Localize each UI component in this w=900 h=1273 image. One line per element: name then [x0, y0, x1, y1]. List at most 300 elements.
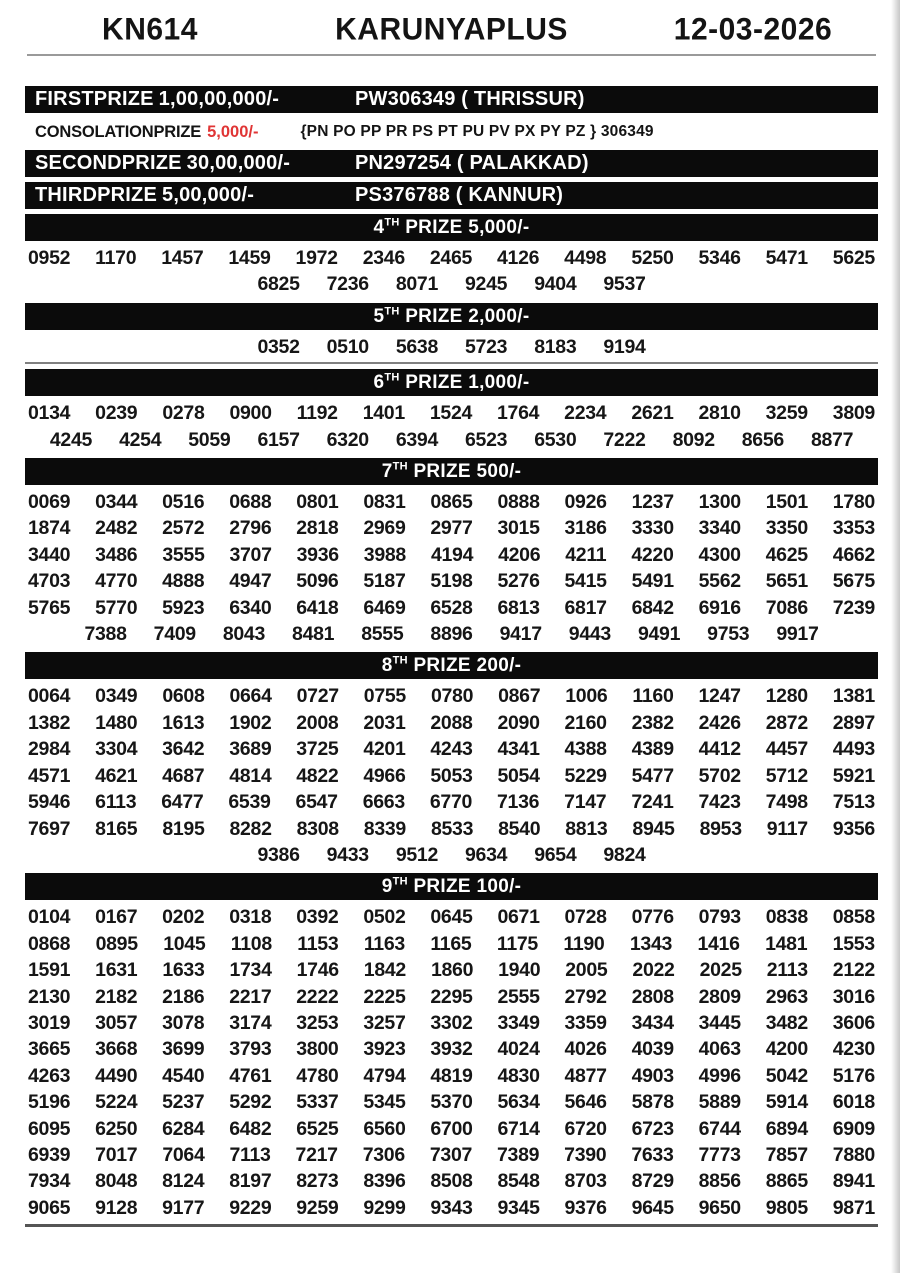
lottery-number: 8813: [565, 817, 608, 840]
lottery-number: 6720: [564, 1117, 607, 1140]
lottery-number: 0671: [497, 906, 540, 929]
number-row: [25, 515, 878, 541]
section-ordinal: 9: [381, 876, 393, 898]
lottery-number: 6939: [28, 1143, 71, 1166]
lottery-number: 2088: [430, 711, 473, 734]
lottery-number: 3340: [698, 517, 741, 540]
lottery-number: 6539: [228, 791, 271, 814]
lottery-number: 0664: [229, 685, 272, 708]
lottery-number: 1381: [832, 685, 875, 708]
lottery-number: 5651: [765, 570, 808, 593]
lottery-number: 7423: [698, 791, 741, 814]
number-row: [25, 763, 878, 789]
lottery-number: 6700: [430, 1117, 473, 1140]
lottery-number: 0895: [95, 932, 138, 955]
lottery-number: 7017: [95, 1143, 138, 1166]
lottery-number: 4814: [229, 764, 272, 787]
lottery-number: 5345: [363, 1091, 406, 1114]
lottery-number: 6469: [363, 596, 406, 619]
lottery-number: 4039: [631, 1038, 674, 1061]
lottery-number: 2482: [95, 517, 138, 540]
lottery-number: 1416: [697, 932, 740, 955]
lottery-number: 5638: [395, 335, 438, 358]
lottery-number: 6284: [162, 1117, 205, 1140]
lottery-number: 0167: [95, 906, 138, 929]
lottery-number: 5237: [162, 1091, 205, 1114]
lottery-number: 1631: [95, 959, 138, 982]
lottery-number: 8865: [765, 1170, 808, 1193]
lottery-number: 9433: [326, 843, 369, 866]
prize-section-header: [25, 369, 878, 396]
lottery-number: 5770: [95, 596, 138, 619]
lottery-number: 9443: [568, 623, 611, 646]
lottery-number: 8183: [534, 335, 577, 358]
lottery-number: 2963: [765, 985, 808, 1008]
number-row: [25, 489, 878, 515]
lottery-number: 8043: [222, 623, 266, 646]
lottery-number: 3555: [162, 543, 205, 566]
lottery-number: 1190: [563, 932, 605, 955]
lottery-number: 7306: [362, 1143, 405, 1166]
lottery-number: 2160: [564, 711, 607, 734]
lottery-number: 3707: [229, 543, 272, 566]
lottery-number: 9871: [832, 1196, 875, 1219]
lottery-number: 6095: [28, 1117, 71, 1140]
lottery-number: 5923: [162, 596, 205, 619]
first-prize-winner: PW306349 ( THRISSUR): [355, 88, 585, 110]
lottery-number: 9194: [603, 335, 646, 358]
lottery-number: 7241: [631, 791, 674, 814]
lottery-number: 1860: [430, 959, 474, 982]
lottery-number: 3353: [832, 517, 875, 540]
prize-section-header: [25, 652, 878, 679]
lottery-number: 5477: [631, 764, 674, 787]
lottery-number: 5096: [296, 570, 339, 593]
lottery-number: 3689: [229, 738, 272, 761]
lottery-number: 7136: [497, 791, 540, 814]
number-row: [25, 1089, 878, 1115]
lottery-number: 6909: [832, 1117, 875, 1140]
lottery-number: 9645: [631, 1196, 674, 1219]
lottery-number: 2346: [362, 247, 405, 269]
lottery-number: 0688: [229, 491, 272, 514]
lottery-number: 4220: [631, 543, 674, 566]
lottery-number: 9386: [257, 843, 300, 866]
lottery-number: 0868: [28, 932, 71, 955]
lottery-number: 4794: [363, 1064, 406, 1087]
lottery-number: 1170: [95, 247, 137, 269]
lottery-number: 6113: [95, 791, 137, 814]
lottery-number: 5634: [497, 1091, 540, 1114]
lottery-number: 7934: [28, 1170, 71, 1193]
lottery-number: 1780: [832, 491, 875, 514]
lottery-number: 4996: [698, 1064, 741, 1087]
lottery-number: 7880: [832, 1143, 875, 1166]
lottery-number: 0645: [430, 906, 473, 929]
lottery-number: 6916: [698, 596, 741, 619]
prize-section-5th: [25, 303, 878, 364]
number-row: [25, 816, 878, 842]
lottery-number: 2555: [497, 985, 540, 1008]
third-prize-label: THIRDPRIZE: [35, 184, 157, 206]
lottery-number: 3302: [430, 1011, 473, 1034]
lottery-number: 8508: [430, 1170, 473, 1193]
lottery-number: 9753: [707, 623, 750, 646]
lottery-number: 4888: [162, 570, 205, 593]
lottery-number: 0069: [28, 491, 71, 514]
lottery-number: 8555: [361, 623, 404, 646]
lottery-number: 1553: [832, 932, 875, 955]
lottery-number: 3016: [832, 985, 875, 1008]
lottery-number: 0349: [95, 685, 138, 708]
lottery-number: 5196: [28, 1091, 71, 1114]
lottery-number: 6663: [362, 791, 405, 814]
lottery-number: 1902: [229, 711, 272, 734]
number-row: [25, 1036, 878, 1062]
lottery-number: 6157: [257, 428, 300, 451]
lottery-number: 1480: [95, 711, 138, 734]
lottery-number: 1343: [629, 932, 673, 955]
lottery-number: 5765: [28, 596, 71, 619]
lottery-number: 4412: [698, 738, 741, 761]
lottery-number: 3793: [229, 1038, 272, 1061]
lottery-number: 2186: [162, 985, 205, 1008]
lottery-number: 0867: [498, 685, 541, 708]
lottery-number: 8656: [741, 428, 784, 451]
lottery-number: 0608: [162, 685, 205, 708]
second-prize-winner: PN297254 ( PALAKKAD): [355, 152, 589, 174]
lottery-number: 2465: [429, 247, 473, 269]
first-prize-bar: [25, 86, 878, 113]
lottery-number: 7498: [765, 791, 808, 814]
lottery-number: 3057: [95, 1011, 138, 1034]
lottery-number: 6525: [296, 1117, 339, 1140]
lottery-number: 1401: [362, 402, 405, 425]
lottery-number: 1006: [565, 685, 608, 708]
lottery-number: 5491: [631, 570, 674, 593]
lottery-number: 3809: [832, 402, 875, 425]
lottery-number: 8856: [698, 1170, 741, 1193]
lottery-number: 2025: [699, 959, 742, 982]
lottery-number: 5921: [832, 764, 875, 787]
lottery-number: 4830: [497, 1064, 540, 1087]
lottery-number: 1842: [363, 959, 406, 982]
lottery-number: 2090: [497, 711, 540, 734]
lottery-number: 4621: [95, 764, 138, 787]
lottery-number: 0755: [363, 685, 406, 708]
lottery-number: 2005: [565, 959, 608, 982]
section-ordinal: 6: [373, 372, 385, 394]
number-row: [25, 1116, 878, 1142]
lottery-number: 6813: [497, 596, 540, 619]
prize-section-9th: [25, 873, 878, 1221]
lottery-number: 4300: [698, 543, 741, 566]
lottery-number: 3932: [430, 1038, 473, 1061]
lottery-number: 1108: [230, 932, 272, 955]
lottery-number: 9512: [395, 843, 438, 866]
lottery-number: 4388: [564, 738, 607, 761]
lottery-number: 4245: [49, 428, 93, 451]
lottery-number: 1247: [698, 685, 741, 708]
section-ordinal: 7: [381, 461, 393, 483]
lottery-number: 2984: [28, 738, 71, 761]
number-row: [25, 621, 878, 647]
lottery-number: 1165: [430, 932, 472, 955]
lottery-number: 4498: [564, 247, 607, 269]
first-prize-amount: 1,00,00,000/-: [158, 88, 280, 110]
lottery-number: 4493: [832, 738, 875, 761]
lottery-number: 6817: [564, 596, 607, 619]
lottery-number: 2426: [698, 711, 741, 734]
lottery-number: 9259: [296, 1196, 339, 1219]
number-row: [25, 710, 878, 736]
lottery-number: 5276: [497, 570, 540, 593]
section-divider: [25, 362, 878, 364]
lottery-number: 3259: [765, 402, 808, 425]
lottery-number: 8396: [363, 1170, 406, 1193]
lottery-number: 1874: [28, 517, 71, 540]
lottery-number: 3699: [162, 1038, 205, 1061]
number-row: [25, 1168, 878, 1194]
lottery-number: 4201: [363, 738, 406, 761]
lottery-number: 9356: [832, 817, 875, 840]
number-row: [25, 1063, 878, 1089]
lottery-number: 2031: [363, 711, 406, 734]
lottery-number: 6560: [363, 1117, 406, 1140]
prize-section-header: [25, 303, 878, 330]
lottery-number: 1764: [497, 402, 540, 425]
lottery-number: 1163: [363, 932, 405, 955]
lottery-number: 8071: [395, 273, 438, 296]
lottery-number: 2295: [430, 985, 473, 1008]
lottery-number: 8896: [430, 623, 473, 646]
lottery-number: 5292: [229, 1091, 272, 1114]
lottery-number: 8533: [430, 817, 474, 840]
lottery-number: 7113: [229, 1143, 271, 1166]
lottery-number: 0344: [95, 491, 138, 514]
lottery-number: 7857: [765, 1143, 808, 1166]
page-title: KARUNYAPLUS: [335, 12, 568, 47]
lottery-number: 4126: [497, 247, 540, 269]
lottery-number: 0776: [631, 906, 674, 929]
number-row: [25, 904, 878, 930]
lottery-number: 8195: [162, 817, 205, 840]
lottery-number: 6744: [698, 1117, 741, 1140]
lottery-number: 0727: [296, 685, 339, 708]
lottery-number: 9537: [603, 273, 646, 296]
lottery-number: 0728: [564, 906, 607, 929]
lottery-number: 0516: [162, 491, 205, 514]
prize-section-header: [25, 458, 878, 485]
number-row: [25, 595, 878, 621]
lottery-number: 0134: [28, 402, 71, 425]
lottery-number: 1746: [296, 959, 339, 982]
lottery-number: 9065: [28, 1196, 71, 1219]
lottery-number: 2222: [296, 985, 339, 1008]
lottery-number: 8273: [296, 1170, 339, 1193]
top-prizes-block: [25, 86, 878, 209]
lottery-number: 0502: [363, 906, 406, 929]
lottery-number: 6723: [631, 1117, 674, 1140]
lottery-number: 1457: [161, 247, 204, 269]
lottery-number: 7147: [564, 791, 607, 814]
lottery-number: 4662: [832, 543, 875, 566]
lottery-number: 4540: [162, 1064, 205, 1087]
lottery-number: 1300: [698, 491, 741, 514]
lottery-number: 5471: [765, 247, 808, 269]
lottery-number: 9117: [766, 817, 808, 840]
number-row: [25, 1010, 878, 1036]
lottery-number: 8953: [699, 817, 742, 840]
number-row: [25, 542, 878, 568]
section-ordinal-suffix: TH: [384, 216, 400, 229]
lottery-number: 9404: [534, 273, 577, 296]
consolation-prize-row: [25, 118, 878, 146]
lottery-number: 4761: [229, 1064, 272, 1087]
lottery-number: 0888: [497, 491, 540, 514]
lottery-number: 6418: [296, 596, 339, 619]
lottery-number: 2130: [28, 985, 71, 1008]
lottery-number: 8339: [363, 817, 406, 840]
lottery-number: 4263: [28, 1064, 71, 1087]
lottery-number: 0865: [430, 491, 473, 514]
lottery-number: 3434: [631, 1011, 674, 1034]
lottery-number: 8945: [632, 817, 675, 840]
lottery-number: 5250: [631, 247, 674, 269]
lottery-number: 1940: [498, 959, 541, 982]
lottery-number: 9654: [534, 843, 577, 866]
lottery-number: 4206: [498, 543, 541, 566]
bottom-divider: [25, 1224, 878, 1227]
lottery-number: 8282: [229, 817, 272, 840]
lottery-number: 3668: [95, 1038, 138, 1061]
lottery-number: 0952: [28, 247, 71, 269]
number-row: [25, 427, 878, 453]
lottery-number: 5053: [430, 764, 473, 787]
lottery-number: 7217: [295, 1143, 338, 1166]
lottery-number: 5562: [698, 570, 741, 593]
lottery-number: 9245: [465, 273, 508, 296]
lottery-number: 9376: [564, 1196, 607, 1219]
third-prize-amount: 5,00,000/-: [162, 184, 255, 206]
number-row: [25, 683, 878, 709]
lottery-number: 5675: [832, 570, 875, 593]
lottery-number: 8729: [631, 1170, 674, 1193]
header-divider: [27, 54, 876, 56]
lottery-number: 1591: [28, 959, 71, 982]
lottery-number: 3015: [497, 517, 540, 540]
lottery-number: 1045: [163, 932, 206, 955]
section-ordinal-suffix: TH: [384, 305, 400, 318]
lottery-number: 2234: [564, 402, 607, 425]
lottery-number: 2113: [766, 959, 808, 982]
lottery-number: 3988: [363, 543, 406, 566]
lottery-number: 9229: [229, 1196, 272, 1219]
lottery-number: 1153: [297, 932, 339, 955]
second-prize-bar: [25, 150, 878, 177]
lottery-number: 7236: [326, 273, 369, 296]
lottery-number: 4947: [229, 570, 272, 593]
lottery-number: 0392: [296, 906, 339, 929]
first-prize-label: FIRSTPRIZE: [35, 88, 154, 110]
consolation-prize-label: CONSOLATIONPRIZE: [35, 122, 202, 141]
number-row: [25, 842, 878, 868]
lottery-number: 8092: [672, 428, 715, 451]
lottery-number: 4024: [497, 1038, 540, 1061]
lottery-number: 2872: [765, 711, 808, 734]
lottery-number: 5187: [363, 570, 406, 593]
lottery-number: 0793: [698, 906, 741, 929]
third-prize-bar: [25, 182, 878, 209]
lottery-number: 1160: [632, 685, 674, 708]
lottery-number: 2182: [95, 985, 138, 1008]
lottery-number: 8048: [95, 1170, 138, 1193]
lottery-number: 4966: [363, 764, 406, 787]
lottery-number: 2022: [632, 959, 675, 982]
lottery-number: 3349: [497, 1011, 540, 1034]
lottery-number: 4703: [28, 570, 71, 593]
lottery-number: 0104: [28, 906, 71, 929]
section-title: PRIZE 200/-: [407, 655, 522, 677]
lottery-number: 0278: [162, 402, 205, 425]
lottery-number: 2122: [832, 959, 875, 982]
lottery-number: 3359: [564, 1011, 607, 1034]
lottery-number: 9345: [497, 1196, 540, 1219]
draw-date: 12-03-2026: [673, 12, 833, 47]
lottery-number: 6394: [395, 428, 438, 451]
lottery-number: 8124: [162, 1170, 205, 1193]
lottery-number: 5889: [698, 1091, 741, 1114]
lottery-number: 3253: [296, 1011, 339, 1034]
lottery-number: 8197: [229, 1170, 272, 1193]
section-title: PRIZE 100/-: [407, 876, 522, 898]
lottery-number: 9177: [162, 1196, 205, 1219]
lottery-number: 0510: [326, 335, 369, 358]
lottery-number: 9634: [465, 843, 508, 866]
lottery-number: 3304: [95, 738, 138, 761]
lottery-number: 7307: [429, 1143, 473, 1166]
lottery-number: 6714: [497, 1117, 540, 1140]
lottery-number: 0926: [564, 491, 607, 514]
lottery-number: 5337: [296, 1091, 339, 1114]
lottery-number: 6018: [832, 1091, 875, 1114]
lottery-number: 4457: [765, 738, 808, 761]
lottery-number: 3486: [95, 543, 138, 566]
lottery-number: 8703: [564, 1170, 607, 1193]
lottery-number: 3174: [229, 1011, 272, 1034]
prize-section-4th: [25, 214, 878, 298]
lottery-number: 9805: [765, 1196, 808, 1219]
lottery-number: 3019: [28, 1011, 71, 1034]
lottery-number: 9824: [603, 843, 646, 866]
lottery-number: 4625: [765, 543, 808, 566]
lottery-number: 4389: [631, 738, 674, 761]
lottery-number: 5914: [765, 1091, 808, 1114]
section-title: PRIZE 500/-: [407, 461, 522, 483]
lottery-number: 0900: [229, 402, 272, 425]
lottery-number: 8165: [95, 817, 138, 840]
lottery-number: 6770: [429, 791, 473, 814]
lottery-number: 9299: [363, 1196, 406, 1219]
lottery-number: 3257: [363, 1011, 406, 1034]
lottery-number: 5198: [430, 570, 473, 593]
section-title: PRIZE 2,000/-: [399, 305, 530, 327]
lottery-number: 4770: [95, 570, 138, 593]
lottery-number: 4063: [698, 1038, 741, 1061]
lottery-number: 6530: [534, 428, 577, 451]
lottery-number: 3482: [765, 1011, 808, 1034]
lottery-number: 9128: [95, 1196, 138, 1219]
